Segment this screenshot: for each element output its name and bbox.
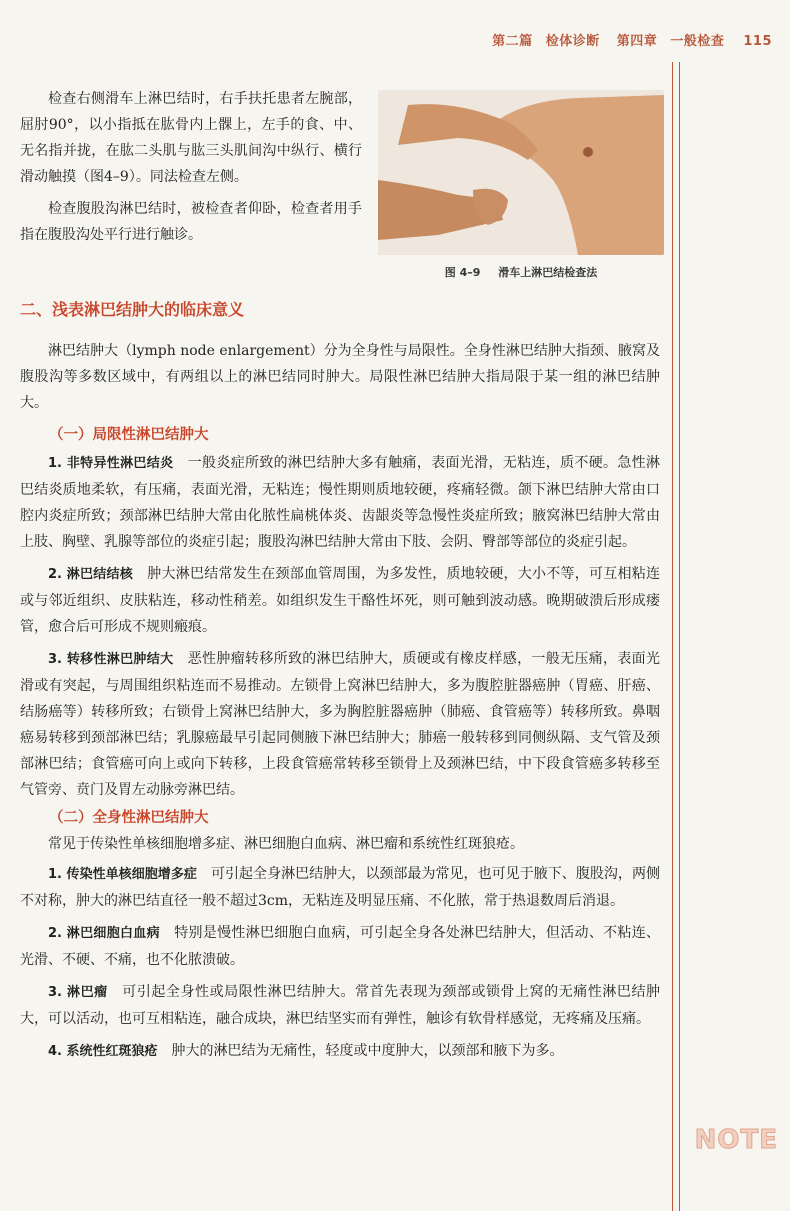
general-item-1-body: 可引起全身淋巴结肿大，以颈部最为常见，也可见于腋下、腹股沟，两侧不对称，肿大的淋巴结直径一般不超过3cm，无粘连及明显压痛、不化脓，常于热退数周后消退。 <box>20 866 661 909</box>
section-body <box>20 338 660 1065</box>
general-item-1 <box>20 861 660 914</box>
arm-exam-illustration <box>378 90 664 255</box>
header-part: 第二篇 <box>492 34 533 49</box>
margin-rule <box>672 62 678 1211</box>
subsection-general-title: （二）全身性淋巴结肿大 <box>49 810 209 826</box>
local-item-2-head: 2. 淋巴结结核 <box>48 567 134 582</box>
figure-caption <box>378 264 664 280</box>
general-intro: 常见于传染性单核细胞增多症、淋巴细胞白血病、淋巴瘤和系统性红斑狼疮。 <box>48 836 524 852</box>
general-item-4 <box>20 1038 660 1065</box>
section-intro: 淋巴结肿大（lymph node enlargement）分为全身性与局限性。全身性淋巴结肿大指颈、腋窝及腹股沟等多数区域中，有两组以上的淋巴结同时肿大。局限性淋巴结肿大指局限于某一组的淋巴结肿大。 <box>20 343 660 411</box>
local-item-3-head: 3. 转移性淋巴肿结大 <box>48 652 174 667</box>
intro-paragraph-2: 检查腹股沟淋巴结时，被检查者仰卧，检查者用手指在腹股沟处平行进行触诊。 <box>20 201 362 243</box>
local-item-2-body: 肿大淋巴结常发生在颈部血管周围，为多发性，质地较硬，大小不等，可互相粘连或与邻近组织、皮肤粘连，移动性稍差。如组织发生干酪性坏死，则可触到波动感。晚期破溃后形成瘘管，愈合后可形成不规则瘢痕。 <box>20 566 661 635</box>
local-item-3 <box>20 646 660 803</box>
figure-caption-text: 滑车上淋巴结检查法 <box>498 266 598 279</box>
general-item-3-head: 3. 淋巴瘤 <box>48 985 108 1000</box>
header-chapter: 第四章 <box>616 34 658 49</box>
note-watermark: NOTE <box>694 1125 778 1155</box>
margin-rule-thin <box>679 62 685 1211</box>
general-item-3 <box>20 979 660 1032</box>
header-chapter-title: 一般检查 <box>670 34 725 49</box>
general-item-1-head: 1. 传染性单核细胞增多症 <box>48 867 197 882</box>
intro-text <box>20 86 362 248</box>
figure-label: 图 4–9 <box>444 266 481 279</box>
general-item-2 <box>20 920 660 973</box>
running-header <box>492 30 772 49</box>
intro-paragraph-1: 检查右侧滑车上淋巴结时，右手扶托患者左腕部，屈肘90°，以小指抵在肱骨内上髁上，左手的食、中、无名指并拢，在肱二头肌与肱三头肌间沟中纵行、横行滑动触摸（图4–9）。同法检查左侧。 <box>20 91 362 185</box>
local-item-1-head: 1. 非特异性淋巴结炎 <box>48 456 174 471</box>
general-item-2-body: 特别是慢性淋巴细胞白血病，可引起全身各处淋巴结肿大，但活动、不粘连、光滑、不硬、不痛，也不化脓溃破。 <box>20 925 661 968</box>
header-part-title: 检体诊断 <box>545 34 600 49</box>
page-number: 115 <box>743 34 772 49</box>
general-item-2-head: 2. 淋巴细胞白血病 <box>48 926 160 941</box>
local-item-1 <box>20 450 660 555</box>
section-title: 二、浅表淋巴结肿大的临床意义 <box>20 300 245 319</box>
local-item-1-body: 一般炎症所致的淋巴结肿大多有触痛，表面光滑，无粘连，质不硬。急性淋巴结炎质地柔软，有压痛，表面光滑，无粘连；慢性期则质地较硬，疼痛轻微。颌下淋巴结肿大常由口腔内炎症所致；颈部淋巴结肿大常由化脓性扁桃体炎、齿龈炎等急慢性炎症所致；腋窝淋巴结肿大常由上肢、胸壁、乳腺等部位的炎症引起；腹股沟淋巴结肿大常由下肢、会阴、臀部等部位的炎症引起。 <box>20 455 661 550</box>
general-item-3-body: 可引起全身性或局限性淋巴结肿大。常首先表现为颈部或锁骨上窝的无痛性淋巴结肿大，可以活动，也可互相粘连，融合成块，淋巴结坚实而有弹性，触诊有软骨样感觉，无疼痛及压痛。 <box>20 984 661 1027</box>
local-item-3-body: 恶性肿瘤转移所致的淋巴结肿大，质硬或有橡皮样感，一般无压痛，表面光滑或有突起，与周围组织粘连而不易推动。左锁骨上窝淋巴结肿大，多为腹腔脏器癌肿（胃癌、肝癌、结肠癌等）转移所致；右锁骨上窝淋巴结肿大，多为胸腔脏器癌肿（肺癌、食管癌等）转移所致。鼻咽癌易转移到颈部淋巴结；乳腺癌最早引起同侧腋下淋巴结肿大；肺癌一般转移到同侧纵隔、支气管及颈部淋巴结；食管癌可向上或向下转移，上段食管癌常转移至锁骨上及颈淋巴结，中下段食管癌多转移至气管旁、贲门及胃左动脉旁淋巴结。 <box>20 651 661 798</box>
figure-photo <box>378 90 664 255</box>
local-item-2 <box>20 561 660 640</box>
general-item-4-body: 肿大的淋巴结为无痛性，轻度或中度肿大，以颈部和腋下为多。 <box>171 1043 564 1059</box>
general-item-4-head: 4. 系统性红斑狼疮 <box>48 1044 158 1059</box>
subsection-local-title: （一）局限性淋巴结肿大 <box>49 427 209 443</box>
